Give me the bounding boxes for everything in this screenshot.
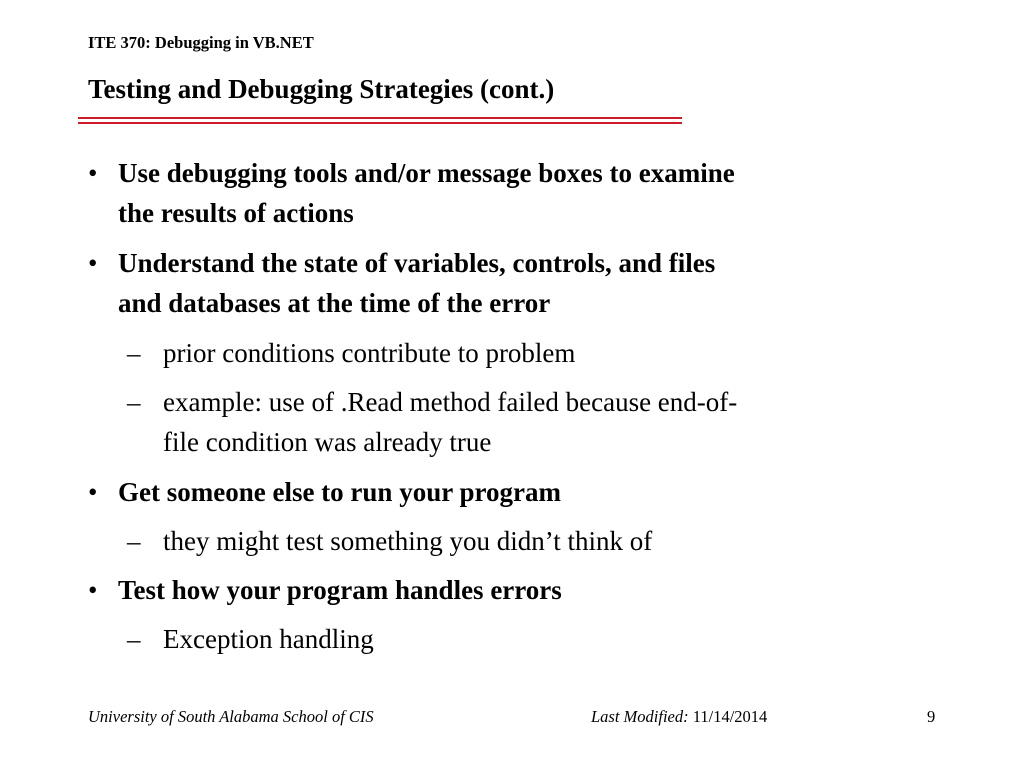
bullet-text-line: Test how your program handles errors: [118, 575, 562, 605]
bullet-text-line: Get someone else to run your program: [118, 477, 561, 507]
sub-bullet-item: [127, 382, 737, 462]
last-modified-label: Last Modified:: [591, 707, 689, 726]
bullet-marker: •: [88, 158, 98, 188]
footer-institution: University of South Alabama School of CIS: [88, 707, 374, 726]
bullet-item: [88, 153, 735, 233]
bullet-marker: •: [88, 575, 98, 605]
page-number: 9: [927, 707, 936, 726]
sub-bullet-marker: –: [127, 387, 141, 417]
sub-bullet-item: [127, 619, 374, 659]
bullet-marker: •: [88, 248, 98, 278]
sub-bullet-text-line: prior conditions contribute to problem: [163, 338, 576, 368]
sub-bullet-item: [127, 333, 575, 373]
sub-bullet-text-line: they might test something you didn’t think of: [163, 526, 653, 556]
bullet-item: [88, 243, 715, 323]
sub-bullet-marker: –: [127, 624, 141, 654]
sub-bullet-text-line: example: use of .Read method failed because end-of-: [163, 387, 738, 417]
bullet-marker: •: [88, 477, 98, 507]
bullet-text-line: Use debugging tools and/or message boxes to examine: [118, 158, 735, 188]
slide-title: Testing and Debugging Strategies (cont.): [88, 74, 555, 104]
bullet-item: [88, 472, 561, 512]
bullet-item: [88, 570, 562, 610]
sub-bullet-text-line: file condition was already true: [163, 427, 492, 457]
sub-bullet-marker: –: [127, 526, 141, 556]
bullet-text-line: Understand the state of variables, controls, and files: [118, 248, 716, 278]
bullet-text-line: and databases at the time of the error: [118, 288, 551, 318]
bullet-text-line: the results of actions: [118, 198, 354, 228]
last-modified-date: 11/14/2014: [692, 707, 768, 726]
sub-bullet-text-line: Exception handling: [163, 624, 374, 654]
course-title: ITE 370: Debugging in VB.NET: [88, 33, 314, 52]
sub-bullet-marker: –: [127, 338, 141, 368]
footer-last-modified: [591, 707, 767, 727]
sub-bullet-item: [127, 521, 652, 561]
